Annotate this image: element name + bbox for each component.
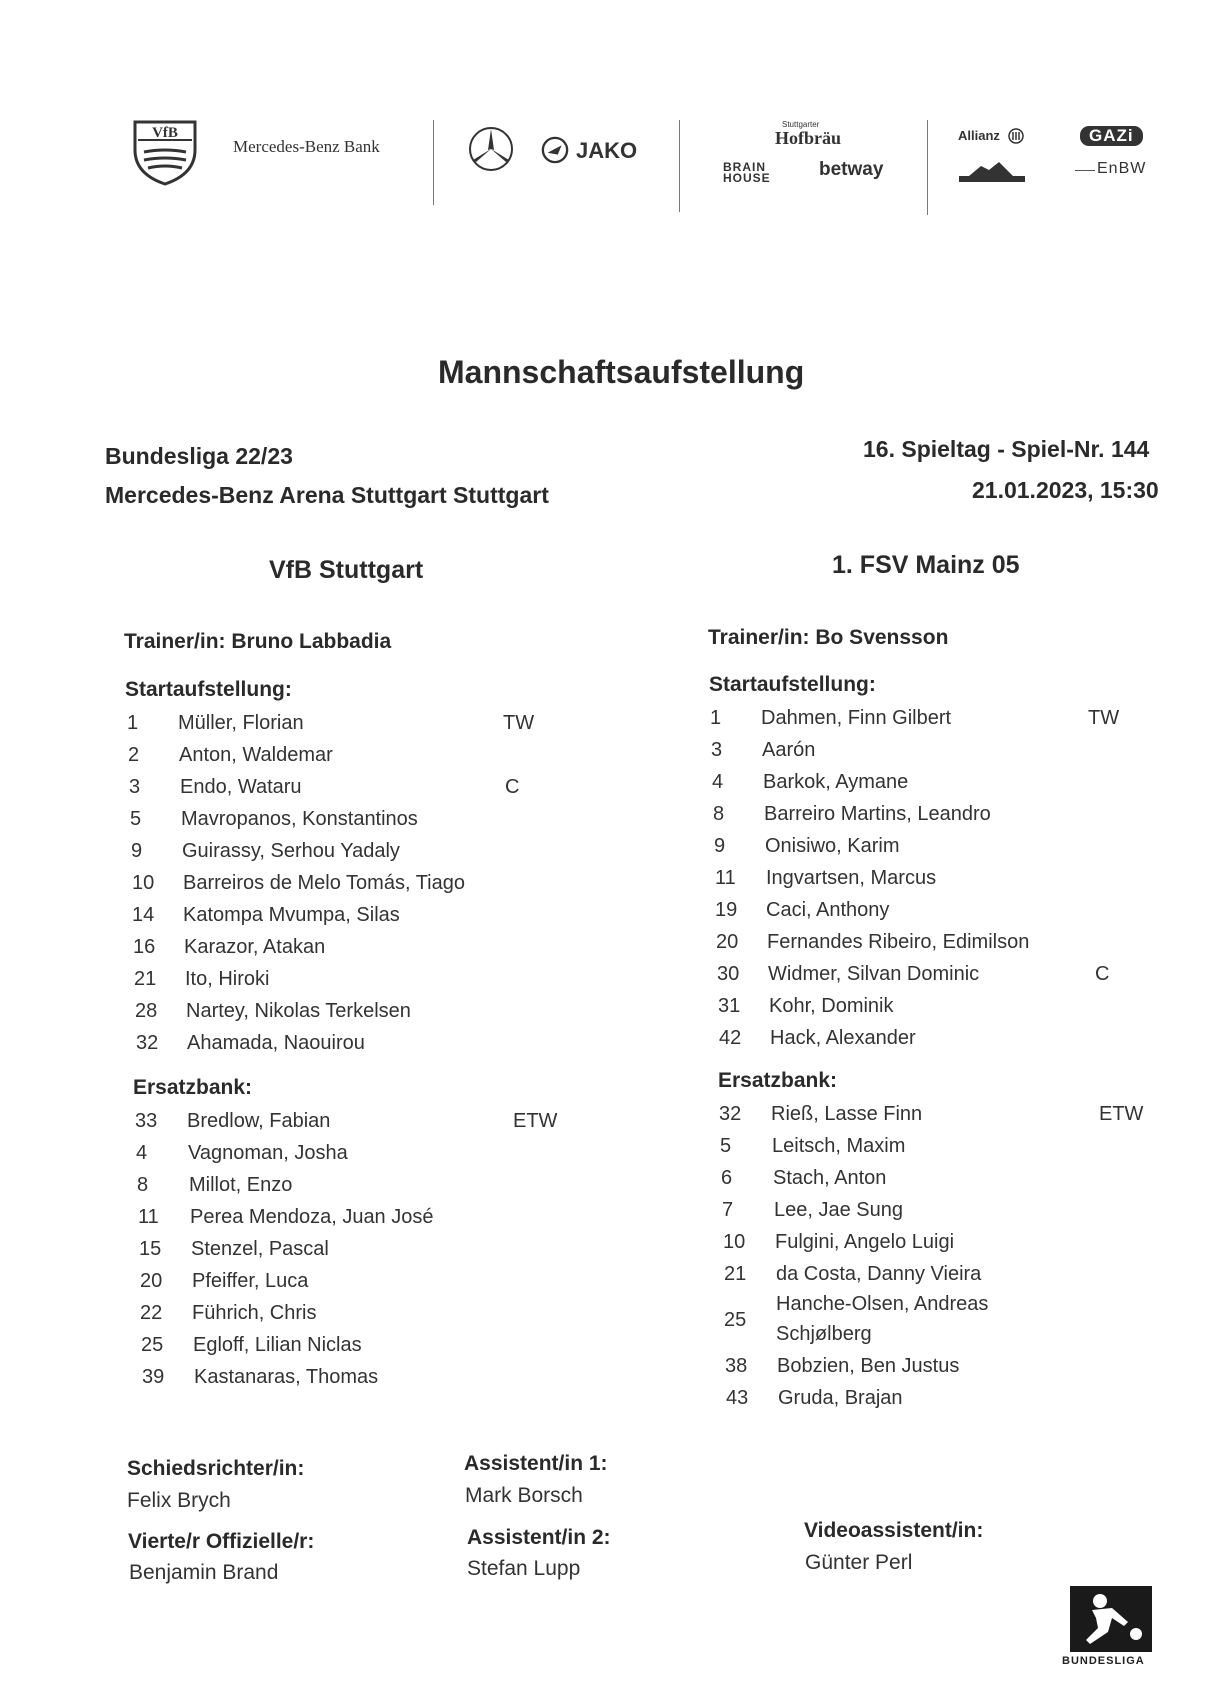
player-row <box>722 1199 1232 1225</box>
referee-name: Felix Brych <box>127 1489 231 1512</box>
away-team-name: 1. FSV Mainz 05 <box>832 551 1020 579</box>
player-number: 21 <box>134 968 157 990</box>
player-number: 25 <box>724 1309 747 1331</box>
sponsor-divider <box>927 120 928 215</box>
player-name: Leitsch, Maxim <box>772 1135 906 1157</box>
assistant1-label: Assistent/in 1: <box>464 1452 608 1475</box>
player-name-continued: Schjølberg <box>776 1323 872 1345</box>
player-name: Onisiwo, Karim <box>765 835 900 857</box>
player-name: Widmer, Silvan Dominic <box>768 963 980 985</box>
referee-label: Schiedsrichter/in: <box>127 1457 305 1480</box>
player-row <box>137 1174 737 1200</box>
venue-name: Mercedes-Benz Arena Stuttgart Stuttgart <box>105 482 549 508</box>
player-name: Guirassy, Serhou Yadaly <box>182 840 400 862</box>
player-name: Lee, Jae Sung <box>774 1199 903 1221</box>
player-row <box>140 1270 740 1296</box>
home-team-name: VfB Stuttgart <box>269 556 424 584</box>
player-row <box>139 1238 739 1264</box>
player-name: Ahamada, Naouirou <box>187 1032 365 1054</box>
player-row <box>135 1110 735 1136</box>
player-number: 4 <box>136 1142 148 1164</box>
player-row <box>127 712 727 738</box>
player-row <box>721 1167 1232 1193</box>
player-row <box>725 1355 1232 1381</box>
player-name: Kohr, Dominik <box>769 995 894 1017</box>
player-number: 6 <box>721 1167 733 1189</box>
player-number: 20 <box>716 931 739 953</box>
player-role-badge: TW <box>503 712 535 734</box>
away-bench-heading: Ersatzbank: <box>718 1069 838 1092</box>
player-number: 3 <box>129 776 141 798</box>
player-number: 10 <box>132 872 155 894</box>
match-datetime: 21.01.2023, 15:30 <box>972 477 1159 503</box>
hofbraeu-top-text: Stuttgarter <box>782 120 820 129</box>
player-number: 5 <box>130 808 142 830</box>
player-row <box>715 867 1232 893</box>
vfb-crest-icon <box>130 118 200 188</box>
player-number: 42 <box>719 1027 742 1049</box>
player-name: Stenzel, Pascal <box>191 1238 329 1260</box>
player-number: 39 <box>142 1366 165 1388</box>
player-name: Millot, Enzo <box>189 1174 293 1196</box>
player-name: Mavropanos, Konstantinos <box>181 808 418 830</box>
player-name: da Costa, Danny Vieira <box>776 1263 982 1285</box>
player-role-badge: C <box>505 776 520 798</box>
player-row <box>134 968 734 994</box>
player-number: 7 <box>722 1199 734 1221</box>
page-title: Mannschaftsaufstellung <box>438 354 805 390</box>
player-name: Müller, Florian <box>178 712 304 734</box>
assistant2-label: Assistent/in 2: <box>467 1526 611 1549</box>
player-number: 9 <box>714 835 726 857</box>
player-number: 16 <box>133 936 156 958</box>
schwarzwaldmilch-logo-icon <box>957 158 1027 184</box>
player-name: Pfeiffer, Luca <box>192 1270 309 1292</box>
player-name: Bobzien, Ben Justus <box>777 1355 960 1377</box>
player-row <box>726 1387 1232 1413</box>
player-number: 32 <box>719 1103 742 1125</box>
player-row <box>129 776 729 802</box>
player-row <box>136 1032 736 1058</box>
player-number: 22 <box>140 1302 163 1324</box>
player-row <box>140 1302 740 1328</box>
player-row <box>724 1293 1232 1345</box>
fourth-official-label: Vierte/r Offizielle/r: <box>128 1530 315 1553</box>
gazi-logo: GAZi <box>1080 126 1143 146</box>
bundesliga-logo <box>1070 1586 1152 1652</box>
brainhouse-logo-line2: HOUSE <box>723 171 771 185</box>
player-name: Vagnoman, Josha <box>188 1142 348 1164</box>
player-number: 1 <box>127 712 139 734</box>
player-number: 10 <box>723 1231 746 1253</box>
player-name: Aarón <box>762 739 816 761</box>
jako-logo: JAKO <box>576 138 638 163</box>
player-name: Hack, Alexander <box>770 1027 916 1049</box>
player-name: Barreiros de Melo Tomás, Tiago <box>183 872 465 894</box>
player-row <box>133 936 733 962</box>
player-row <box>723 1231 1232 1257</box>
away-start-heading: Startaufstellung: <box>709 673 876 696</box>
player-role-badge: C <box>1095 963 1110 985</box>
player-number: 28 <box>135 1000 158 1022</box>
player-number: 25 <box>141 1334 164 1356</box>
player-number: 2 <box>128 744 140 766</box>
svg-text:VfB: VfB <box>152 125 178 141</box>
player-name: Führich, Chris <box>192 1302 317 1324</box>
player-number: 8 <box>713 803 725 825</box>
var-label: Videoassistent/in: <box>804 1519 984 1542</box>
allianz-logo: Allianz <box>958 128 1000 143</box>
player-row <box>716 931 1232 957</box>
fourth-official-name: Benjamin Brand <box>129 1561 279 1584</box>
bundesliga-wordmark: BUNDESLIGA <box>1062 1655 1145 1667</box>
player-number: 14 <box>132 904 155 926</box>
player-number: 30 <box>717 963 740 985</box>
player-name: Stach, Anton <box>773 1167 887 1189</box>
player-row <box>131 840 731 866</box>
player-row <box>713 803 1232 829</box>
player-name: Hanche-Olsen, Andreas <box>776 1293 989 1315</box>
player-row <box>720 1135 1232 1161</box>
assistant2-name: Stefan Lupp <box>467 1557 581 1580</box>
player-row <box>719 1027 1232 1053</box>
player-row <box>724 1263 1232 1289</box>
player-name: Kastanaras, Thomas <box>194 1366 379 1388</box>
player-name: Rieß, Lasse Finn <box>771 1103 923 1125</box>
player-name: Perea Mendoza, Juan José <box>190 1206 434 1228</box>
player-row <box>142 1366 742 1392</box>
player-number: 43 <box>726 1387 749 1409</box>
mercedes-star-icon <box>466 124 516 174</box>
player-number: 4 <box>712 771 724 793</box>
player-row <box>130 808 730 834</box>
player-row <box>717 963 1232 989</box>
allianz-eagle-icon <box>1008 128 1024 144</box>
player-name: Ito, Hiroki <box>185 968 270 990</box>
player-row <box>132 872 732 898</box>
player-role-badge: ETW <box>1099 1103 1144 1125</box>
player-role-badge: TW <box>1088 707 1120 729</box>
player-name: Fulgini, Angelo Luigi <box>775 1231 955 1253</box>
assistant1-name: Mark Borsch <box>465 1484 583 1507</box>
brainhouse-logo-line1: BRAIN <box>723 160 766 174</box>
away-trainer: Trainer/in: Bo Svensson <box>708 626 949 649</box>
player-name: Katompa Mvumpa, Silas <box>183 904 400 926</box>
player-number: 8 <box>137 1174 149 1196</box>
player-name: Caci, Anthony <box>766 899 890 921</box>
bundesliga-player-icon <box>1070 1586 1152 1652</box>
player-row <box>718 995 1232 1021</box>
sponsor-bar <box>0 110 1232 210</box>
sponsor-divider <box>679 120 680 212</box>
var-name: Günter Perl <box>805 1551 913 1574</box>
player-row <box>128 744 728 770</box>
player-row <box>141 1334 741 1360</box>
player-name: Gruda, Brajan <box>778 1387 903 1409</box>
player-name: Endo, Wataru <box>180 776 302 798</box>
player-number: 32 <box>136 1032 159 1054</box>
player-name: Bredlow, Fabian <box>187 1110 331 1132</box>
player-name: Karazor, Atakan <box>184 936 326 958</box>
player-number: 1 <box>710 707 722 729</box>
player-row <box>714 835 1232 861</box>
player-number: 5 <box>720 1135 732 1157</box>
player-number: 38 <box>725 1355 748 1377</box>
player-number: 19 <box>715 899 738 921</box>
player-name: Ingvartsen, Marcus <box>766 867 937 889</box>
player-number: 3 <box>711 739 723 761</box>
player-row <box>138 1206 738 1232</box>
home-start-heading: Startaufstellung: <box>125 678 292 701</box>
player-number: 9 <box>131 840 143 862</box>
player-row <box>710 707 1232 733</box>
player-role-badge: ETW <box>513 1110 558 1132</box>
enbw-line <box>1075 170 1095 171</box>
mercedes-bank-logo: Mercedes-Benz Bank <box>233 137 380 156</box>
player-name: Dahmen, Finn Gilbert <box>761 707 952 729</box>
player-name: Anton, Waldemar <box>179 744 333 766</box>
player-row <box>712 771 1232 797</box>
matchday-info: 16. Spieltag - Spiel-Nr. 144 <box>863 436 1150 462</box>
player-row <box>136 1142 736 1168</box>
player-row <box>719 1103 1232 1129</box>
player-number: 15 <box>139 1238 162 1260</box>
player-number: 20 <box>140 1270 163 1292</box>
player-number: 11 <box>715 867 736 889</box>
player-name: Barkok, Aymane <box>763 771 909 793</box>
player-row <box>711 739 1232 765</box>
player-name: Nartey, Nikolas Terkelsen <box>186 1000 411 1022</box>
betway-logo: betway <box>819 159 884 180</box>
player-row <box>135 1000 735 1026</box>
player-number: 21 <box>724 1263 747 1285</box>
hofbraeu-logo: Hofbräu <box>775 128 842 148</box>
sponsor-divider <box>433 120 434 205</box>
player-name: Fernandes Ribeiro, Edimilson <box>767 931 1030 953</box>
home-trainer: Trainer/in: Bruno Labbadia <box>124 630 392 653</box>
player-row <box>715 899 1232 925</box>
player-row <box>132 904 732 930</box>
home-bench-heading: Ersatzbank: <box>133 1076 253 1099</box>
player-name: Egloff, Lilian Niclas <box>193 1334 362 1356</box>
player-number: 11 <box>138 1206 159 1228</box>
league-name: Bundesliga 22/23 <box>105 443 293 469</box>
player-number: 31 <box>718 995 741 1017</box>
player-number: 33 <box>135 1110 158 1132</box>
enbw-logo: EnBW <box>1097 160 1147 177</box>
jako-icon <box>541 136 569 164</box>
player-name: Barreiro Martins, Leandro <box>764 803 991 825</box>
